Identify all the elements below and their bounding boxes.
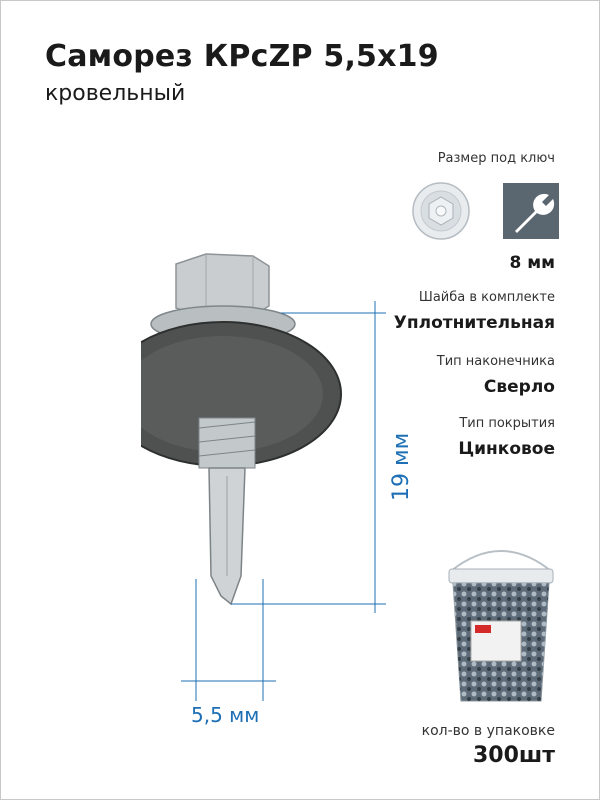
diameter-dimension-label: 5,5 мм xyxy=(191,703,260,727)
package-quantity-value: 300шт xyxy=(472,743,555,768)
coating-label: Тип покрытия xyxy=(459,416,555,431)
wrench-size-label: Размер под ключ xyxy=(437,151,555,166)
tip-label: Тип наконечника xyxy=(436,354,555,369)
product-title: Саморез КРсZP 5,5х19 xyxy=(45,39,439,74)
package-quantity-label: кол-во в упаковке xyxy=(421,723,555,739)
package-bucket-image xyxy=(441,541,561,711)
washer-label: Шайба в комплекте xyxy=(418,290,555,305)
product-subtitle: кровельный xyxy=(45,81,186,106)
wrench-size-value: 8 мм xyxy=(509,253,555,273)
coating-value: Цинковое xyxy=(458,439,555,459)
length-dimension-label: 19 мм xyxy=(389,432,414,501)
washer-value: Уплотнительная xyxy=(393,313,555,333)
tip-value: Сверло xyxy=(483,377,555,397)
